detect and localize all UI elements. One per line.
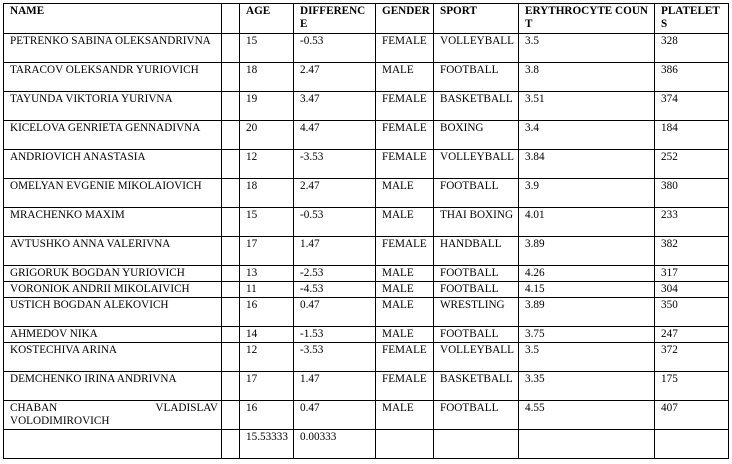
cell-age: 13 — [240, 266, 294, 282]
cell-erythrocyte: 3.8 — [519, 63, 655, 92]
cell-name: USTICH BOGDAN ALEKOVICH — [4, 298, 222, 327]
cell-platelets: 380 — [655, 179, 729, 208]
cell-sport: WRESTLING — [434, 298, 519, 327]
cell-gender: FEMALE — [376, 150, 434, 179]
header-age: AGE — [240, 4, 294, 34]
cell-name: ANDRIOVICH ANASTASIA — [4, 150, 222, 179]
cell-erythrocyte: 3.89 — [519, 298, 655, 327]
cell-name: GRIGORUK BOGDAN YURIOVICH — [4, 266, 222, 282]
cell-gender: MALE — [376, 327, 434, 343]
header-gap — [222, 4, 240, 34]
table-row — [4, 237, 729, 266]
cell-gap — [222, 237, 240, 266]
cell-difference: 0.47 — [294, 298, 376, 327]
cell-gap — [222, 179, 240, 208]
cell-gap — [222, 298, 240, 327]
cell-sport: VOLLEYBALL — [434, 150, 519, 179]
cell-erythrocyte: 4.55 — [519, 401, 655, 430]
cell-age: 20 — [240, 121, 294, 150]
header-erythrocyte: ERYTHROCYTE COUNT — [519, 4, 655, 34]
cell-erythrocyte: 3.75 — [519, 327, 655, 343]
cell-name: AHMEDOV NIKA — [4, 327, 222, 343]
cell-age-mean: 15.53333 — [240, 430, 294, 459]
cell-erythrocyte: 3.5 — [519, 343, 655, 372]
table-row — [4, 298, 729, 327]
cell-gap — [222, 401, 240, 430]
cell-name: AVTUSHKO ANNA VALERIVNA — [4, 237, 222, 266]
cell-platelets: 233 — [655, 208, 729, 237]
cell-gap — [222, 430, 240, 459]
cell-erythrocyte — [519, 430, 655, 459]
cell-name: OMELYAN EVGENIE MIKOLAIOVICH — [4, 179, 222, 208]
header-row — [4, 4, 729, 34]
cell-difference: 1.47 — [294, 372, 376, 401]
cell-sport: FOOTBALL — [434, 401, 519, 430]
header-gender: GENDER — [376, 4, 434, 34]
table-row — [4, 208, 729, 237]
cell-gap — [222, 121, 240, 150]
cell-sport: VOLLEYBALL — [434, 343, 519, 372]
cell-gender: FEMALE — [376, 34, 434, 63]
table-row — [4, 63, 729, 92]
cell-gap — [222, 266, 240, 282]
cell-sport: BASKETBALL — [434, 92, 519, 121]
cell-name: KOSTECHIVA ARINA — [4, 343, 222, 372]
cell-age: 18 — [240, 63, 294, 92]
cell-age: 14 — [240, 327, 294, 343]
cell-erythrocyte: 3.35 — [519, 372, 655, 401]
cell-gender: MALE — [376, 298, 434, 327]
cell-gender: FEMALE — [376, 343, 434, 372]
cell-difference: 1.47 — [294, 237, 376, 266]
cell-name: DEMCHENKO IRINA ANDRIVNA — [4, 372, 222, 401]
cell-sport: FOOTBALL — [434, 179, 519, 208]
cell-difference-mean: 0.00333 — [294, 430, 376, 459]
cell-erythrocyte: 3.9 — [519, 179, 655, 208]
cell-sport: VOLLEYBALL — [434, 34, 519, 63]
cell-gap — [222, 282, 240, 298]
cell-gap — [222, 150, 240, 179]
cell-difference: -3.53 — [294, 343, 376, 372]
cell-sport: THAI BOXING — [434, 208, 519, 237]
cell-erythrocyte: 4.15 — [519, 282, 655, 298]
table-row — [4, 150, 729, 179]
cell-sport: FOOTBALL — [434, 327, 519, 343]
cell-name: CHABAN VLADISLAV VOLODIMIROVICH — [4, 401, 222, 430]
cell-age: 11 — [240, 282, 294, 298]
header-difference: DIFFERENCE — [294, 4, 376, 34]
table-row — [4, 282, 729, 298]
table-row — [4, 372, 729, 401]
cell-gender: FEMALE — [376, 121, 434, 150]
cell-name — [4, 430, 222, 459]
cell-platelets: 304 — [655, 282, 729, 298]
table-row — [4, 266, 729, 282]
header-sport: SPORT — [434, 4, 519, 34]
header-name: NAME — [4, 4, 222, 34]
cell-gender: FEMALE — [376, 237, 434, 266]
cell-platelets: 407 — [655, 401, 729, 430]
cell-name: KICELOVA GENRIETA GENNADIVNA — [4, 121, 222, 150]
cell-difference: -1.53 — [294, 327, 376, 343]
cell-gap — [222, 208, 240, 237]
cell-gap — [222, 34, 240, 63]
cell-difference: -3.53 — [294, 150, 376, 179]
cell-platelets: 175 — [655, 372, 729, 401]
cell-erythrocyte: 4.26 — [519, 266, 655, 282]
cell-age: 15 — [240, 34, 294, 63]
cell-age: 19 — [240, 92, 294, 121]
cell-erythrocyte: 3.84 — [519, 150, 655, 179]
cell-platelets: 328 — [655, 34, 729, 63]
cell-gender: MALE — [376, 179, 434, 208]
cell-gender: MALE — [376, 266, 434, 282]
table-row — [4, 34, 729, 63]
cell-gap — [222, 327, 240, 343]
cell-gender: FEMALE — [376, 92, 434, 121]
cell-sport — [434, 430, 519, 459]
cell-sport: FOOTBALL — [434, 266, 519, 282]
table-row — [4, 401, 729, 430]
athlete-blood-table — [3, 3, 729, 459]
cell-erythrocyte: 4.01 — [519, 208, 655, 237]
cell-difference: -0.53 — [294, 208, 376, 237]
cell-gender — [376, 430, 434, 459]
cell-name: TAYUNDA VIKTORIA YURIVNA — [4, 92, 222, 121]
cell-difference: 2.47 — [294, 179, 376, 208]
cell-gender: FEMALE — [376, 372, 434, 401]
cell-erythrocyte: 3.4 — [519, 121, 655, 150]
cell-platelets: 252 — [655, 150, 729, 179]
cell-age: 17 — [240, 372, 294, 401]
cell-platelets: 317 — [655, 266, 729, 282]
cell-platelets: 372 — [655, 343, 729, 372]
cell-gender: MALE — [376, 401, 434, 430]
cell-gap — [222, 343, 240, 372]
table-row — [4, 92, 729, 121]
cell-difference: -2.53 — [294, 266, 376, 282]
cell-platelets: 386 — [655, 63, 729, 92]
cell-difference: 4.47 — [294, 121, 376, 150]
cell-name: PETRENKO SABINA OLEKSANDRIVNA — [4, 34, 222, 63]
cell-difference: 3.47 — [294, 92, 376, 121]
cell-name: MRACHENKO MAXIM — [4, 208, 222, 237]
cell-difference: -4.53 — [294, 282, 376, 298]
table-row — [4, 327, 729, 343]
cell-platelets: 247 — [655, 327, 729, 343]
cell-age: 16 — [240, 401, 294, 430]
cell-gender: MALE — [376, 63, 434, 92]
cell-platelets: 374 — [655, 92, 729, 121]
table-row — [4, 121, 729, 150]
cell-difference: -0.53 — [294, 34, 376, 63]
cell-gap — [222, 63, 240, 92]
cell-gender: MALE — [376, 208, 434, 237]
cell-name: VORONIOK ANDRII MIKOLAIVICH — [4, 282, 222, 298]
cell-platelets: 184 — [655, 121, 729, 150]
cell-erythrocyte: 3.5 — [519, 34, 655, 63]
cell-sport: BASKETBALL — [434, 372, 519, 401]
cell-age: 18 — [240, 179, 294, 208]
cell-erythrocyte: 3.89 — [519, 237, 655, 266]
cell-age: 12 — [240, 150, 294, 179]
summary-row — [4, 430, 729, 459]
header-platelets: PLATELETS — [655, 4, 729, 34]
cell-erythrocyte: 3.51 — [519, 92, 655, 121]
cell-platelets — [655, 430, 729, 459]
cell-sport: BOXING — [434, 121, 519, 150]
cell-sport: FOOTBALL — [434, 282, 519, 298]
table-row — [4, 343, 729, 372]
cell-sport: HANDBALL — [434, 237, 519, 266]
cell-difference: 0.47 — [294, 401, 376, 430]
cell-age: 15 — [240, 208, 294, 237]
cell-platelets: 350 — [655, 298, 729, 327]
cell-gap — [222, 92, 240, 121]
cell-platelets: 382 — [655, 237, 729, 266]
cell-age: 17 — [240, 237, 294, 266]
cell-age: 12 — [240, 343, 294, 372]
cell-age: 16 — [240, 298, 294, 327]
table-row — [4, 179, 729, 208]
cell-name: TARACOV OLEKSANDR YURIOVICH — [4, 63, 222, 92]
cell-gender: MALE — [376, 282, 434, 298]
cell-gap — [222, 372, 240, 401]
cell-sport: FOOTBALL — [434, 63, 519, 92]
cell-difference: 2.47 — [294, 63, 376, 92]
